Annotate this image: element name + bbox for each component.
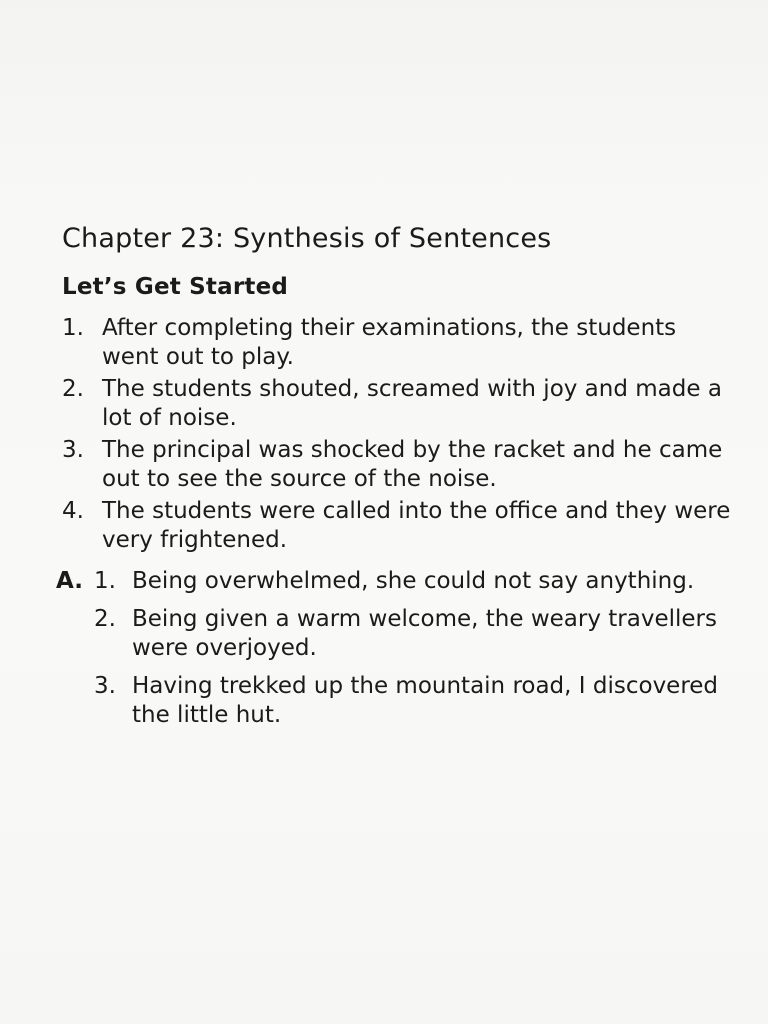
item-number: 3.	[94, 672, 116, 699]
item-text: Having trekked up the mountain road, I discovered the little hut.	[132, 672, 719, 728]
item-text: The principal was shocked by the racket and he came out to see the source of the noise.	[102, 436, 723, 492]
item-number: 2.	[94, 605, 116, 632]
list-item	[62, 375, 742, 433]
section-title: Let’s Get Started	[62, 273, 289, 300]
item-text: The students shouted, screamed with joy and made a lot of noise.	[102, 375, 722, 431]
item-number: 2.	[62, 375, 84, 402]
lets-get-started-list	[62, 314, 742, 555]
list-item	[94, 605, 742, 663]
chapter-title: Chapter 23: Synthesis of Sentences	[62, 223, 552, 254]
item-text: After completing their examinations, the students went out to play.	[102, 314, 677, 370]
list-item	[62, 436, 742, 494]
item-number: 3.	[62, 436, 84, 463]
item-number: 1.	[62, 314, 84, 341]
list-item	[94, 672, 742, 730]
item-text: Being overwhelmed, she could not say anything.	[132, 567, 695, 594]
item-number: 1.	[94, 567, 116, 594]
item-text: Being given a warm welcome, the weary travellers were overjoyed.	[132, 605, 717, 661]
exercise-label: A.	[56, 567, 83, 594]
list-item	[62, 497, 742, 555]
list-item	[62, 314, 742, 372]
exercise-a	[56, 567, 742, 739]
exercise-a-list	[94, 567, 742, 739]
list-item	[94, 567, 742, 596]
item-text: The students were called into the office and they were very frightened.	[102, 497, 731, 553]
document-content	[56, 222, 742, 739]
item-number: 4.	[62, 497, 84, 524]
